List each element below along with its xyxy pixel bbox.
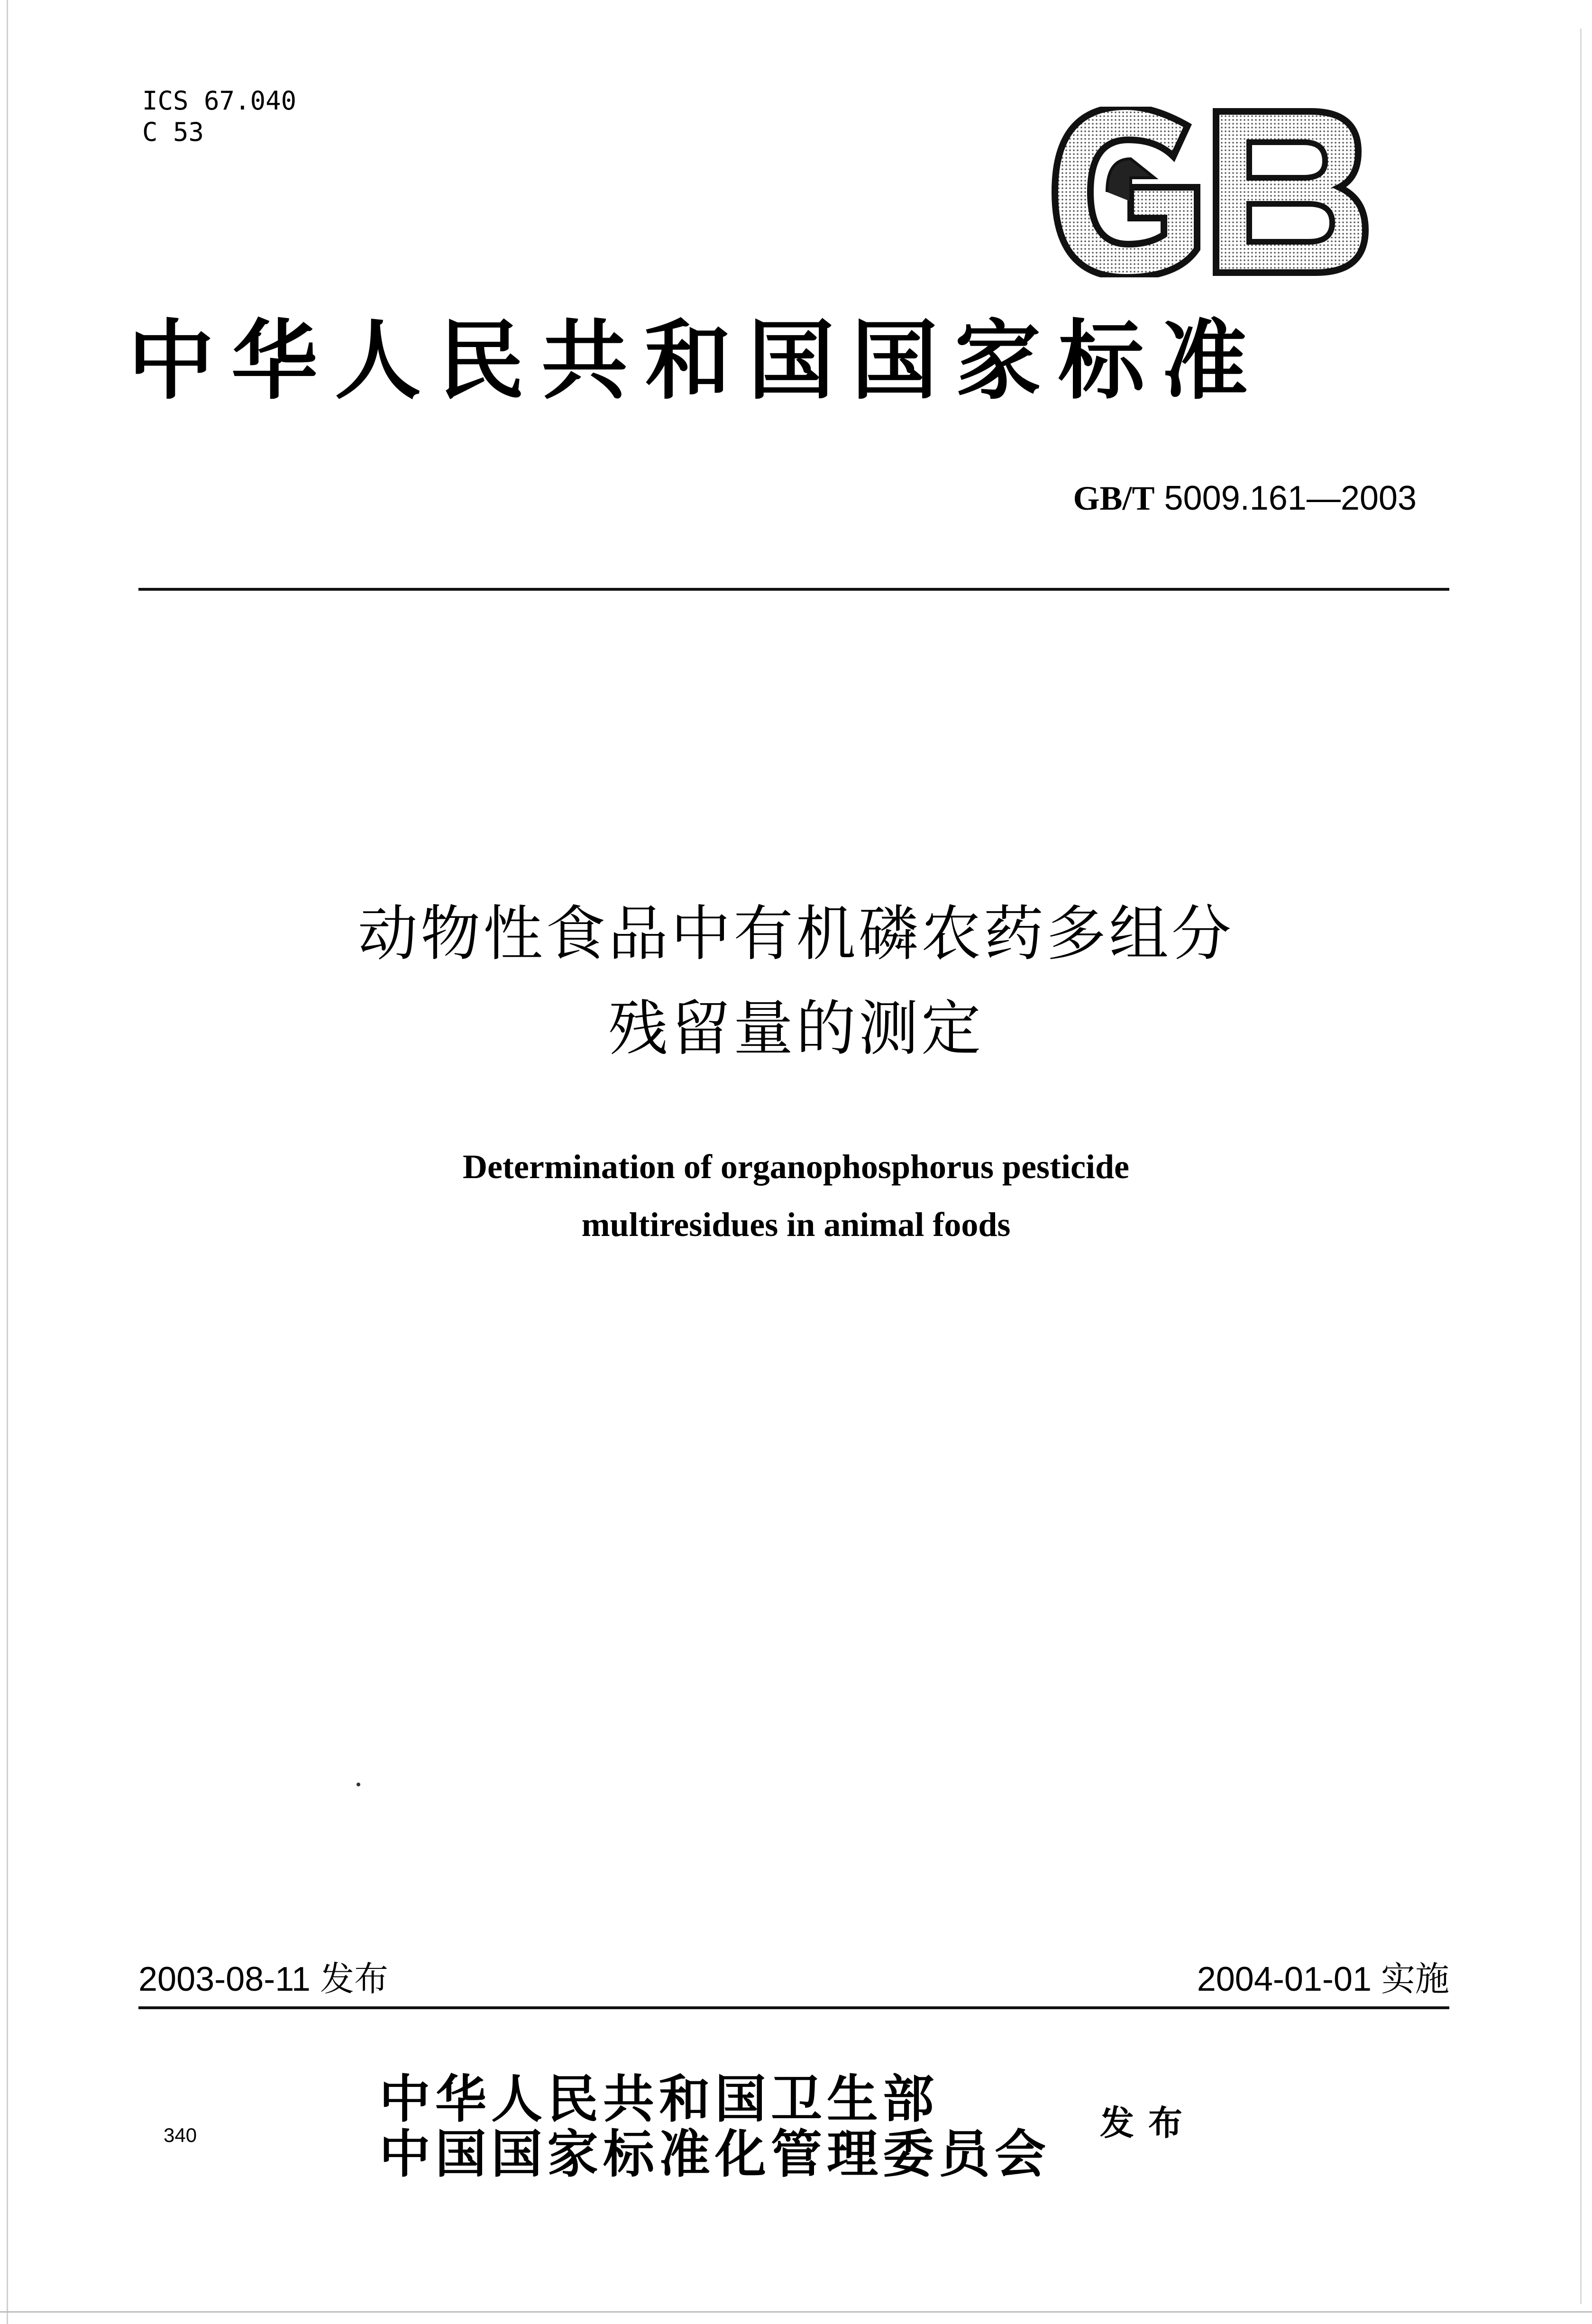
implementation-date: 2004-01-01 实施 — [1197, 1960, 1449, 1998]
date-row — [138, 1953, 1449, 2005]
ccs-code: C 53 — [142, 117, 204, 147]
header-divider — [138, 588, 1449, 591]
english-title-line-2: multiresidues in animal foods — [581, 1206, 1011, 1244]
standard-code-number: 5009.161—2003 — [1164, 479, 1417, 517]
scan-speck — [357, 1783, 360, 1786]
gb-logo-icon — [1045, 107, 1372, 277]
issuer-line-2: 中国国家标准化管理委员会 — [379, 2124, 1051, 2184]
english-title-line-1: Determination of organophosphorus pesticide — [462, 1148, 1130, 1186]
ics-code: ICS 67.040 — [142, 86, 297, 116]
issuing-authorities — [379, 2069, 1051, 2184]
chinese-title-line-1: 动物性食品中有机磷农药多组分 — [358, 899, 1234, 969]
standard-title: 中华人民共和国国家标准 — [128, 310, 1265, 411]
chinese-title-line-2: 残留量的测定 — [608, 994, 984, 1063]
issue-date: 2003-08-11 发布 — [138, 1960, 388, 1998]
standard-code-prefix: GB/T — [1073, 479, 1155, 517]
classification-codes — [142, 85, 296, 148]
footer-divider — [138, 2006, 1449, 2009]
standard-code — [1073, 479, 1417, 518]
publish-label: 发布 — [1100, 2103, 1197, 2143]
page-number: 340 — [164, 2124, 197, 2146]
english-title — [0, 1138, 1592, 1253]
scan-edge-bottom — [0, 2311, 1592, 2313]
issuer-line-1: 中华人民共和国卫生部 — [379, 2069, 939, 2129]
chinese-title — [0, 887, 1592, 1076]
